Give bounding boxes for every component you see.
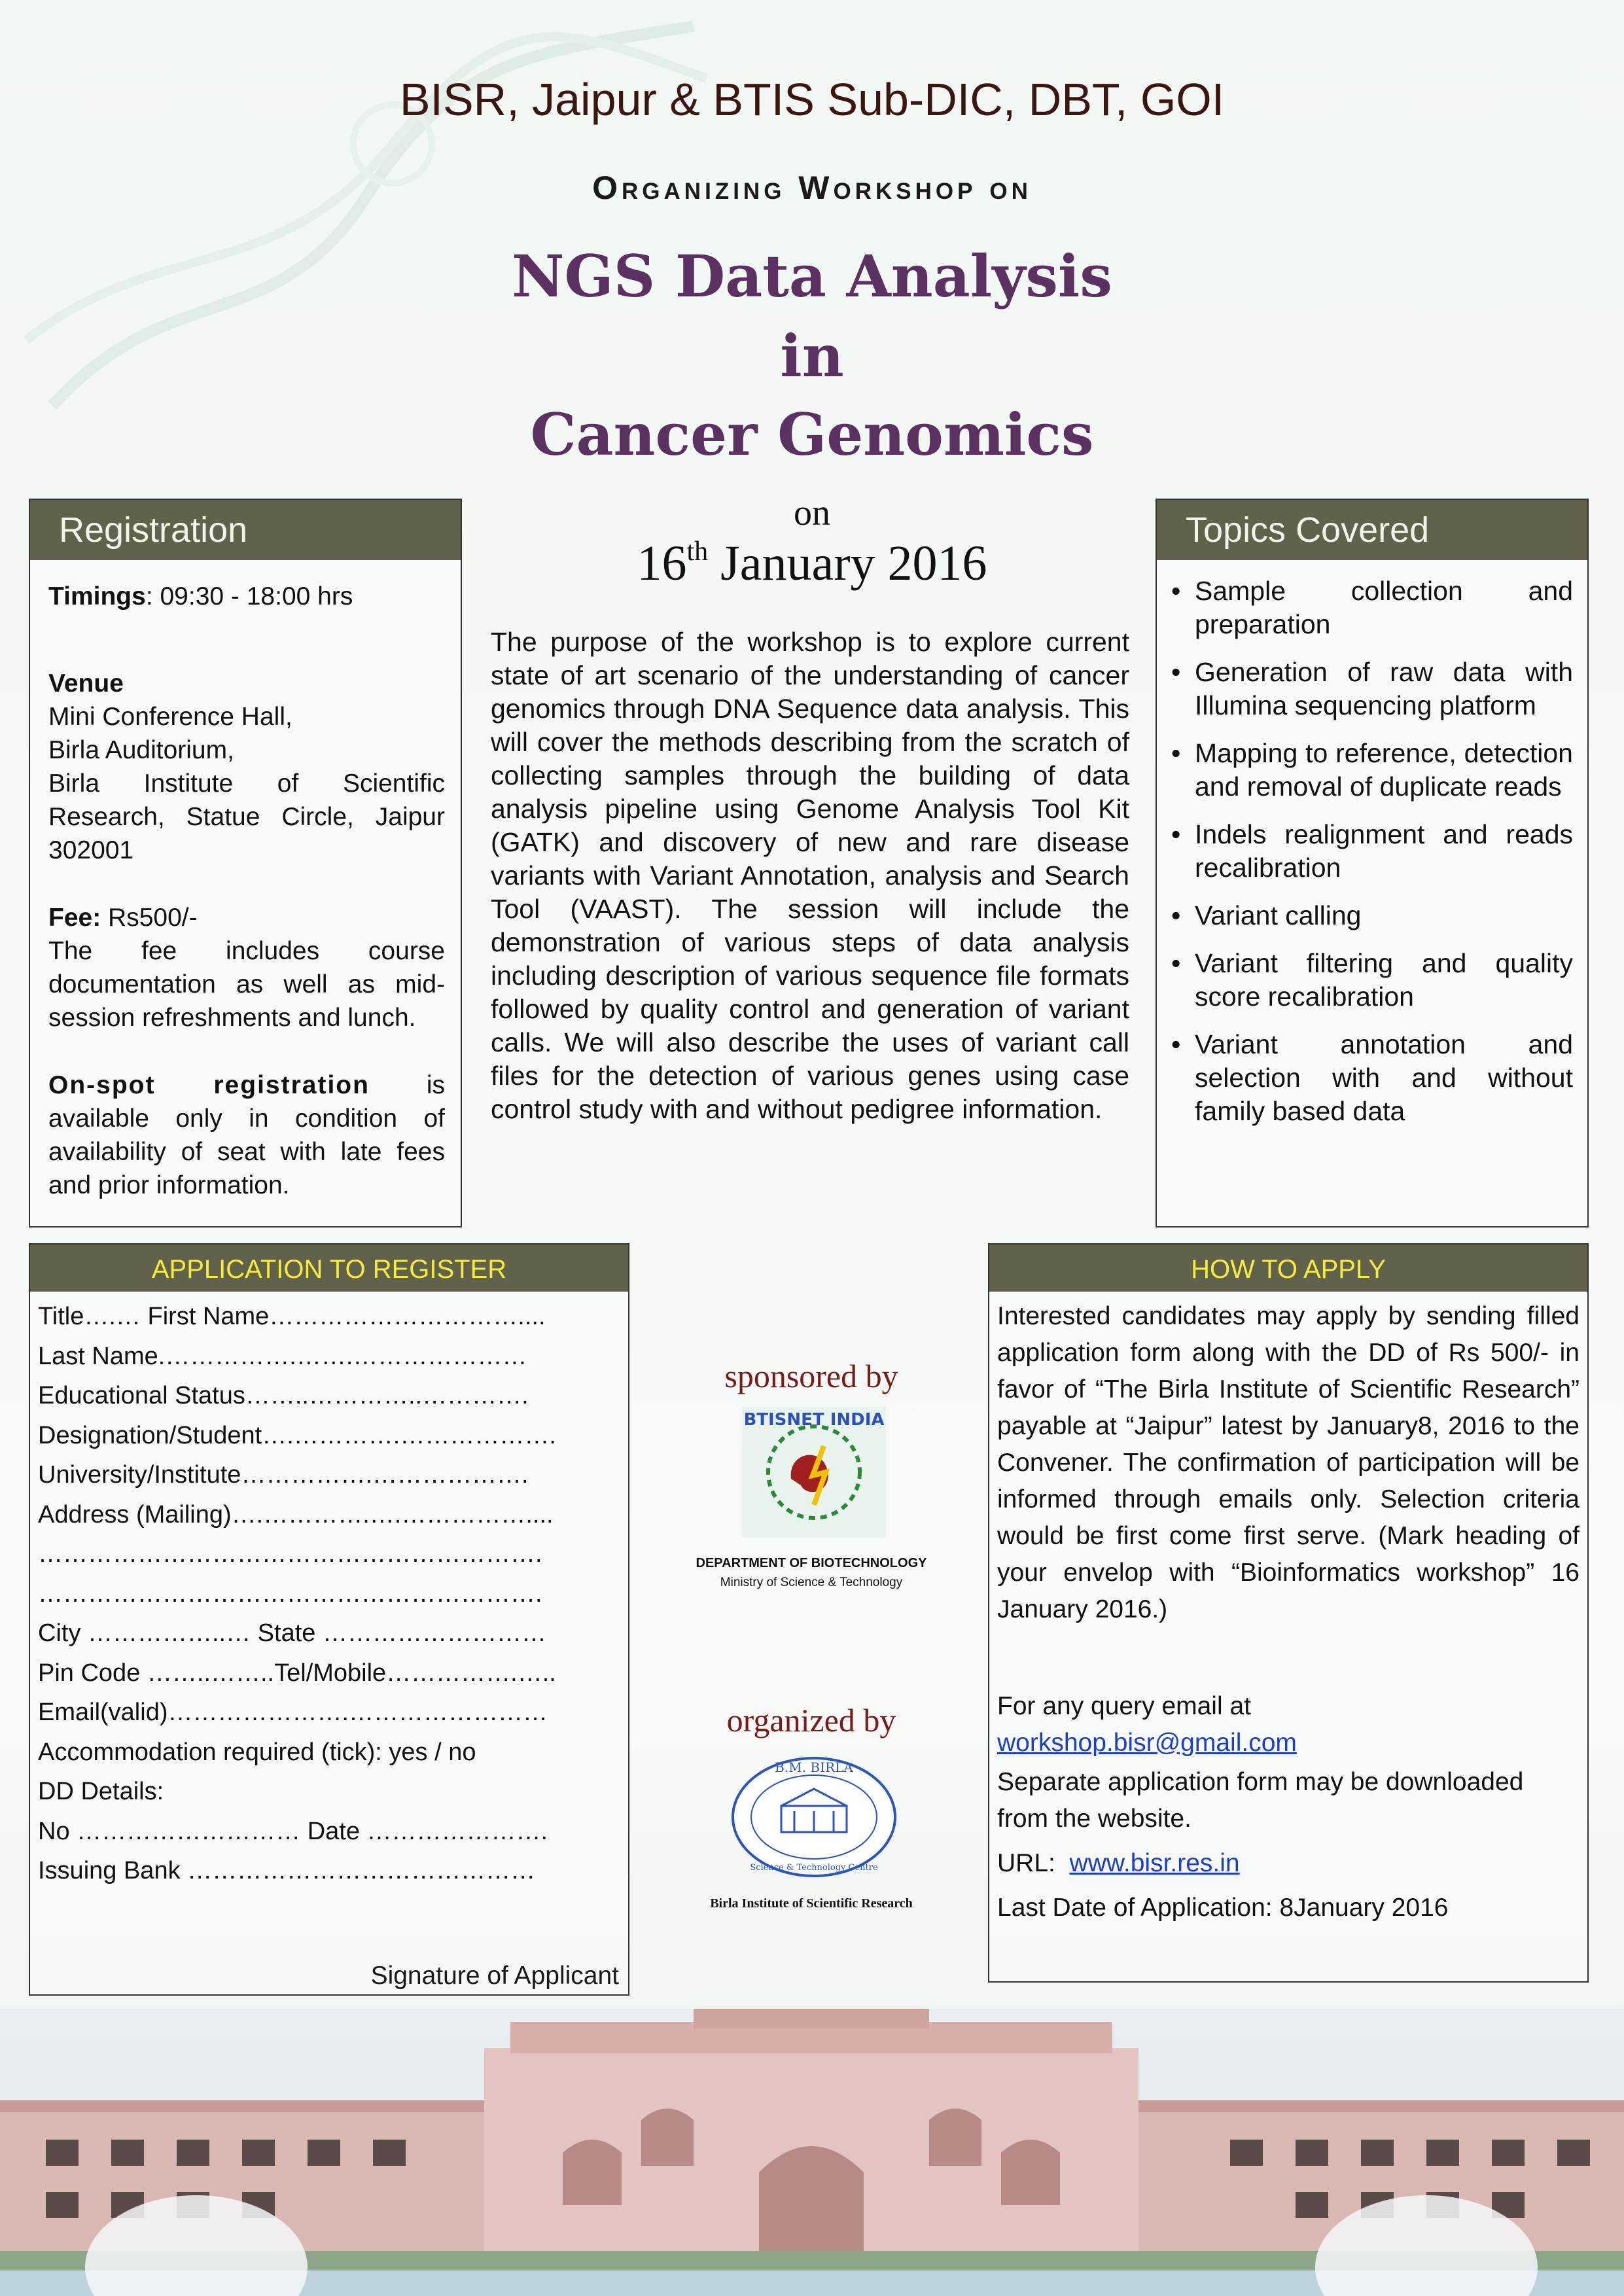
url-label: URL: (997, 1849, 1055, 1877)
website-link[interactable]: www.bisr.res.in (1069, 1849, 1240, 1877)
application-heading: APPLICATION TO REGISTER (30, 1245, 628, 1292)
how-to-apply-heading: HOW TO APPLY (989, 1245, 1587, 1292)
topics-heading: Topics Covered (1157, 500, 1587, 560)
title-line-2: in (780, 322, 844, 390)
bullet-icon: • (1171, 576, 1181, 606)
fee (48, 901, 445, 934)
topic-text: Indels realignment and reads recalibration (1195, 819, 1573, 883)
registration-heading: Registration (30, 500, 461, 560)
topic-text: Variant annotation and selection with and without family based data (1195, 1029, 1573, 1126)
birla-logo-top: B.M. BIRLA (775, 1759, 853, 1775)
onspot-value: is available only in condition of availability of seat with late fees and prior information. (48, 1071, 445, 1199)
form-line-address[interactable]: Address (Mailing)….………….….…………….... (38, 1500, 554, 1528)
topic-item (1169, 656, 1573, 722)
topic-text: Variant filtering and quality score recalibration (1195, 948, 1573, 1012)
bullet-icon: • (1171, 819, 1181, 849)
form-line-accommodation[interactable]: Accommodation required (tick): yes / no (38, 1738, 476, 1766)
venue-line-1: Mini Conference Hall, (48, 703, 292, 731)
topic-text: Generation of raw data with Illumina sequencing platform (1195, 657, 1573, 720)
bullet-icon: • (1171, 1029, 1181, 1059)
how-to-apply-box (988, 1243, 1589, 1983)
form-line-dd-number-date[interactable]: No ……………………… Date …………………. (38, 1817, 548, 1845)
date-rest: January 2016 (720, 536, 987, 591)
form-line-last-name[interactable]: Last Name.…………….…….………………… (38, 1342, 527, 1370)
date-suffix: th (686, 537, 709, 567)
application-box (29, 1243, 629, 1996)
btisnet-logo-text: BTISNET INDIA (743, 1410, 885, 1430)
last-date: Last Date of Application: 8January 2016 (997, 1894, 1449, 1922)
venue-line-2: Birla Auditorium, (48, 736, 234, 764)
form-line-city-state[interactable]: City ……………..… State ……………………… (38, 1619, 546, 1647)
query-label: For any query email at (997, 1692, 1252, 1720)
registration-box (29, 499, 462, 1227)
topic-text: Sample collection and preparation (1195, 576, 1573, 639)
sponsored-by-label: sponsored by (724, 1358, 898, 1394)
topic-item (1169, 1028, 1573, 1128)
date-day: 16 (637, 536, 687, 591)
timings-label: Timings (48, 582, 146, 610)
topic-text: Mapping to reference, detection and removal of duplicate reads (1195, 738, 1573, 802)
topic-item (1169, 947, 1573, 1014)
application-form (30, 1292, 628, 1891)
form-line-title[interactable]: Title….… First Name………………………….... (38, 1303, 546, 1330)
topic-item (1169, 737, 1573, 804)
workshop-subtitle: Organizing Workshop on (592, 169, 1032, 206)
fee-text: The fee includes course documentation as well as mid-session refreshments and lunch. (48, 937, 445, 1032)
timings (48, 580, 445, 613)
registration-body (30, 560, 461, 1202)
how-to-apply-body (989, 1292, 1587, 1926)
fee-label: Fee: (48, 904, 101, 932)
contact-email-link[interactable]: workshop.bisr@gmail.com (997, 1729, 1297, 1757)
topic-item (1169, 818, 1573, 885)
form-line-pin-phone[interactable]: Pin Code ……..……..Tel/Mobile…………….….. (38, 1659, 556, 1687)
dbt-ministry: Ministry of Science & Technology (720, 1576, 903, 1589)
on-label: on (794, 493, 830, 533)
btisnet-logo (742, 1407, 886, 1538)
onspot-text (48, 1069, 445, 1202)
title-line-1: NGS Data Analysis (512, 242, 1112, 310)
venue-label: Venue (48, 669, 124, 698)
topics-list (1157, 560, 1587, 1128)
bullet-icon: • (1171, 948, 1181, 978)
bullet-icon: • (1171, 657, 1181, 687)
bullet-icon: • (1171, 900, 1181, 930)
timings-value: : 09:30 - 18:00 hrs (145, 582, 353, 610)
topic-item (1169, 899, 1573, 932)
form-line-address-2[interactable]: ……………………………………………………. (38, 1540, 542, 1568)
venue-line-3: Birla Institute of Scientific Research, Statue Circle, Jaipur 302001 (48, 769, 445, 864)
topics-box (1156, 499, 1589, 1227)
form-line-address-3[interactable]: ……………………………………………………. (38, 1580, 542, 1608)
bisr-caption: Birla Institute of Scientific Research (710, 1896, 913, 1911)
bullet-icon: • (1171, 738, 1181, 768)
title-line-3: Cancer Genomics (530, 400, 1094, 468)
topic-item (1169, 574, 1573, 641)
fee-value: Rs500/- (101, 904, 198, 932)
form-line-dd-details: DD Details: (38, 1778, 164, 1805)
form-line-education[interactable]: Educational Status……..…………..…………. (38, 1382, 529, 1409)
form-line-issuing-bank[interactable]: Issuing Bank …………………………………… (38, 1857, 536, 1884)
dbt-department: DEPARTMENT OF BIOTECHNOLOGY (696, 1556, 927, 1570)
onspot-label: On-spot registration (48, 1071, 370, 1099)
form-line-designation[interactable]: Designation/Student….………….………………. (38, 1421, 556, 1449)
organized-by-label: organized by (726, 1702, 896, 1739)
birla-logo-bottom: Science & Technology Centre (750, 1863, 878, 1873)
bm-birla-logo (730, 1755, 898, 1879)
institute-building-photo (0, 2009, 1624, 2296)
form-line-institute[interactable]: University/Institute…………….………………. (38, 1461, 529, 1489)
how-to-apply-text: Interested candidates may apply by sending filled application form along with the DD of Rs 500/- in favor of “The Birla Institute of Scientific Research” payable at “Jaipur” latest by January8, 2016 to the Convener. The confirmation of participation will be informed through emails only. Selection criteria would be first come first serve. (Mark heading of your envelop with “Bioinformatics workshop” 16 January 2016.) (997, 1302, 1580, 1623)
form-line-email[interactable]: Email(valid)………………….…………………… (38, 1699, 548, 1726)
download-text: Separate application form may be downloaded from the website. (997, 1768, 1524, 1833)
topic-text: Variant calling (1195, 900, 1362, 930)
organizers-line: BISR, Jaipur & BTIS Sub-DIC, DBT, GOI (399, 74, 1225, 125)
url-row (997, 1845, 1580, 1882)
signature-label: Signature of Applicant (370, 1962, 619, 1990)
purpose-paragraph: The purpose of the workshop is to explore current state of art scenario of the understanding of cancer genomics through DNA Sequence data analysis. This will cover the methods describing from the scratch of collecting samples through the building of data analysis pipeline using Genome Analysis Tool Kit (GATK) and discovery of new and rare disease variants with Variant Annotation, analysis and Search Tool (VAAST). The session will include the demonstration of various steps of data analysis including description of various sequence file formats followed by quality control and generation of variant calls. We will also describe the uses of variant call files for the detection of various genes using case control study with and without pedigree information. (491, 627, 1129, 1124)
